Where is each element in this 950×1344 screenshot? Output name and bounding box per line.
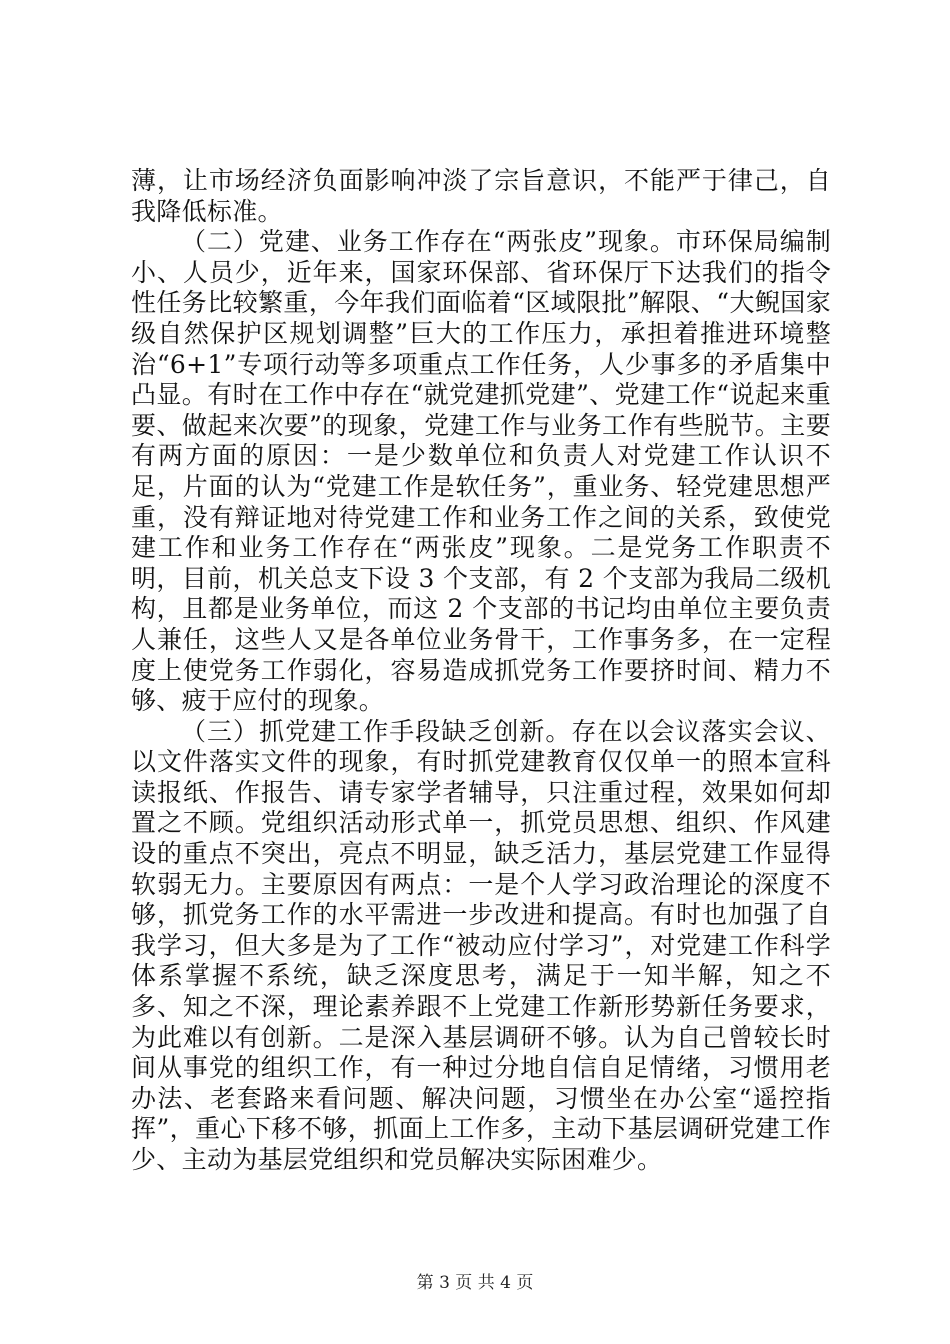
paragraph-section-two: （二）党建、业务工作存在“两张皮”现象。市环保局编制小、人员少，近年来，国家环保部、省环保厅下达我们的指令性任务比较繁重，今年我们面临着“区域限批”解限、“大鲵国家级自然保护区规划调整”巨大的工作压力，承担着推进环境整治“6+1”专项行动等多项重点工作任务，人少事多的矛盾集中凸显。有时在工作中存在“就党建抓党建”、党建工作“说起来重要、做起来次要”的现象，党建工作与业务工作有些脱节。主要有两方面的原因：一是少数单位和负责人对党建工作认识不足，片面的认为“党建工作是软任务”，重业务、轻党建思想严重，没有辩证地对待党建工作和业务工作之间的关系，致使党建工作和业务工作存在“两张皮”现象。二是党务工作职责不明，目前，机关总支下设 3 个支部，有 2 个支部为我局二级机构，且都是业务单位，而这 2 个支部的书记均由单位主要负责人兼任，这些人又是各单位业务骨干，工作事务多，在一定程度上使党务工作弱化，容易造成抓党务工作要挤时间、精力不够、疲于应付的现象。 — [131, 227, 831, 716]
paragraph-section-three: （三）抓党建工作手段缺乏创新。存在以会议落实会议、以文件落实文件的现象，有时抓党建教育仅仅单一的照本宣科读报纸、作报告、请专家学者辅导，只注重过程，效果如何却置之不顾。党组织活动形式单一，抓党员思想、组织、作风建设的重点不突出，亮点不明显，缺乏活力，基层党建工作显得软弱无力。主要原因有两点：一是个人学习政治理论的深度不够，抓党务工作的水平需进一步改进和提高。有时也加强了自我学习，但大多是为了工作“被动应付学习”，对党建工作科学体系掌握不系统，缺乏深度思考，满足于一知半解，知之不多、知之不深，理论素养跟不上党建工作新形势新任务要求，为此难以有创新。二是深入基层调研不够。认为自己曾较长时间从事党的组织工作，有一种过分地自信自足情绪，习惯用老办法、老套路来看问题、解决问题，习惯坐在办公室“遥控指挥”，重心下移不够，抓面上工作多，主动下基层调研党建工作少、主动为基层党组织和党员解决实际困难少。 — [131, 716, 831, 1174]
page-footer: 第 3 页 共 4 页 — [416, 1273, 534, 1293]
paragraph-continuation: 薄，让市场经济负面影响冲淡了宗旨意识，不能严于律己，自我降低标准。 — [131, 166, 831, 226]
document-body — [131, 166, 831, 1176]
